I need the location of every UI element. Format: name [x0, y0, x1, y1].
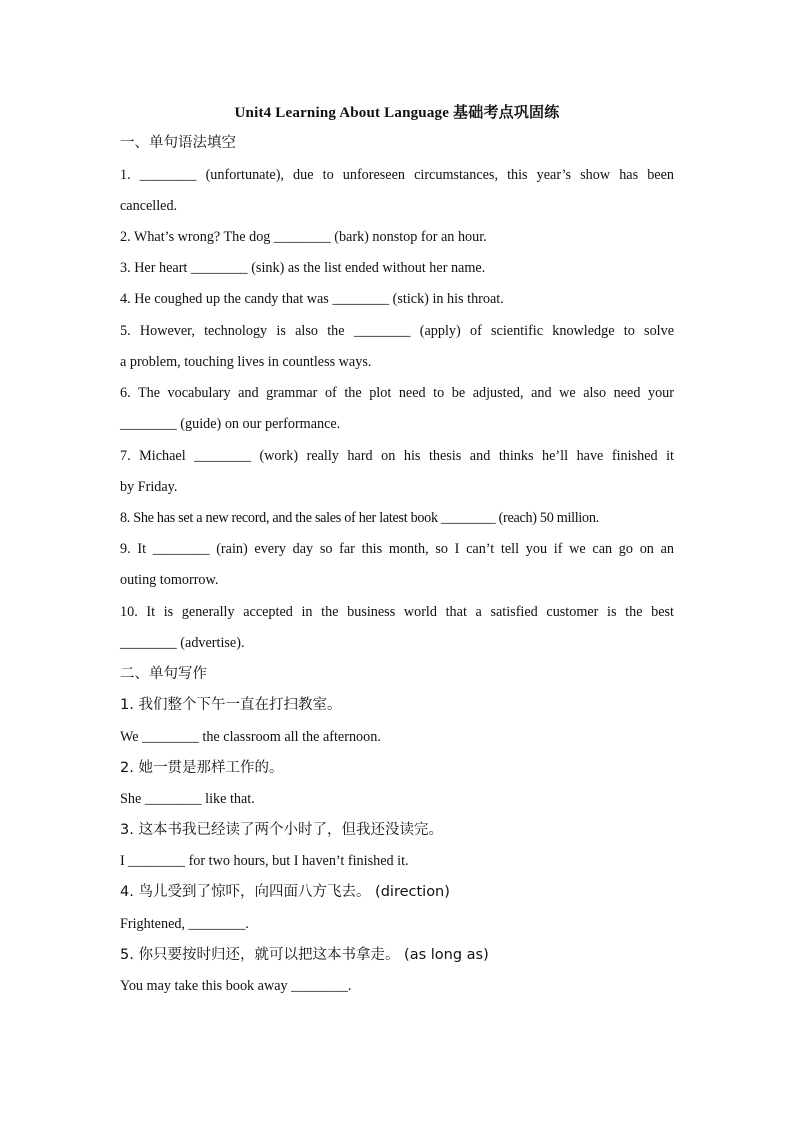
q6-line-2: ________ (guide) on our performance. — [120, 416, 341, 432]
w4-prompt: 4. 鸟儿受到了惊吓，向四面八方飞去。 (direction) — [120, 884, 450, 900]
q9-line-1: 9. It ________ (rain) every day so far this month, so I can’t tell you if we can go on an — [120, 541, 674, 557]
q9-line-2: outing tomorrow. — [120, 572, 219, 588]
w5-prompt: 5. 你只要按时归还，就可以把这本书拿走。 (as long as) — [120, 947, 489, 963]
w2-prompt: 2. 她一贯是那样工作的。 — [120, 760, 284, 776]
q2-line: 2. What’s wrong? The dog ________ (bark) nonstop for an hour. — [120, 229, 487, 245]
q5-line-1: 5. However, technology is also the ________ (apply) of scientific knowledge to solve — [120, 323, 674, 339]
w1-prompt: 1. 我们整个下午一直在打扫教室。 — [120, 697, 342, 713]
q1-line-1: 1. ________ (unfortunate), due to unforeseen circumstances, this year’s show has been — [120, 167, 674, 183]
w5-answer-line: You may take this book away ________. — [120, 978, 352, 994]
q7-line-2: by Friday. — [120, 479, 178, 495]
q5-line-2: a problem, touching lives in countless ways. — [120, 354, 372, 370]
q7-line-1: 7. Michael ________ (work) really hard on his thesis and thinks he’ll have finished it — [120, 448, 674, 464]
q6-line-1: 6. The vocabulary and grammar of the plot need to be adjusted, and we also need your — [120, 385, 674, 401]
q8-line: 8. She has set a new record, and the sales of her latest book ________ (reach) 50 million. — [120, 510, 599, 526]
w3-answer-line: I ________ for two hours, but I haven’t finished it. — [120, 853, 409, 869]
section-heading-grammar-fill: 一、单句语法填空 — [120, 135, 236, 151]
w1-answer-line: We ________ the classroom all the afternoon. — [120, 729, 381, 745]
q10-line-2: ________ (advertise). — [120, 635, 245, 651]
q4-line: 4. He coughed up the candy that was ________ (stick) in his throat. — [120, 291, 504, 307]
w3-prompt: 3. 这本书我已经读了两个小时了，但我还没读完。 — [120, 822, 443, 838]
q10-line-1: 10. It is generally accepted in the business world that a satisfied customer is the best — [120, 604, 674, 620]
w2-answer-line: She ________ like that. — [120, 791, 255, 807]
section-heading-sentence-writing: 二、单句写作 — [120, 666, 207, 682]
page-title: Unit4 Learning About Language 基础考点巩固练 — [234, 105, 560, 121]
q3-line: 3. Her heart ________ (sink) as the list ended without her name. — [120, 260, 486, 276]
w4-answer-line: Frightened, ________. — [120, 916, 249, 932]
q1-line-2: cancelled. — [120, 198, 178, 214]
